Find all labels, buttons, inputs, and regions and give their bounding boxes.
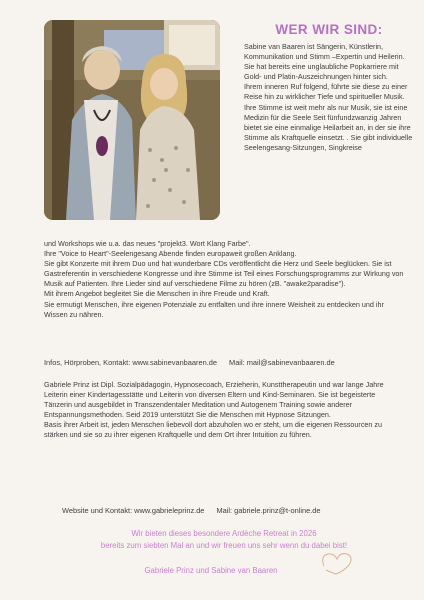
gabriele-bio — [44, 380, 404, 441]
bio-line: Ihre "Voice to Heart"-Seelengesang Abende finden europaweit großen Anklang. — [44, 249, 297, 259]
intro-paragraph: Ihrem inneren Ruf folgend, führte sie diese zu einer Reise hin zu wirklicher Tiefe und spiritueller Musik. Ihre Stimme ist weit mehr als nur Musik, sie ist eine Medizin für die Seele Seit fünfundzwanzig Jahren bietet sie eine einmalige Heilarbeit an, in der sie ihre Stimme als Kraftquelle einsetzt. . Sie gibt individuelle Seelengesang-Sitzungen, Singkreise — [244, 82, 413, 152]
gabriele-contact — [44, 506, 422, 515]
portrait-photo — [44, 20, 220, 220]
bio-line: und Workshops wie u.a. das neues "projekt3. Wort Klang Farbe". — [44, 239, 251, 248]
sabine-bio-continued — [44, 239, 404, 320]
intro-paragraph: Sabine van Baaren ist Sängerin, Künstlerin, Kommunikation und Stimm –Expertin und Heilerin. Sie hat bereits eine unglaubliche Popkarriere mit Gold- und Platin-Auszeichnungen hinter sich. — [244, 42, 405, 82]
bio-line: Sie gibt Konzerte mit ihrem Duo und hat wunderbare CDs veröffentlicht die Herz und Seele beglücken. Sie ist Gastreferentin in verschiedene Kongresse und ihre Stimme ist Teil eines Forschungsprogramms zur Wirkung von Musik auf Patienten. Ihre Lieder sind auf verschiedene Filme zu hören (zB. "awake2paradise"). — [44, 259, 404, 289]
retreat-announcement — [44, 528, 404, 552]
heart-icon — [318, 550, 358, 576]
sabine-contact — [44, 358, 404, 367]
sabine-website-link[interactable]: Infos, Hörproben, Kontakt: www.sabinevanbaaren.de — [44, 358, 217, 367]
bio-paragraph: Gabriele Prinz ist Dipl. Sozialpädagogin, Hypnosecoach, Erzieherin, Kunsttherapeutin und war lange Jahre Leiterin einer Kindertagesstätte und Leiterin von diversen Eltern und Kind-Seminaren. Sie ist begeisterte Tänzerin und ausgebildet in Transzendentaler Meditation und Autogenem Training sowie anderer Entspannungsmethoden. Seid 2019 unterstützt Sie die Menschen mit Hypnose Sitzungen. — [44, 380, 384, 420]
bio-paragraph: Basis ihrer Arbeit ist, jeden Menschen liebevoll dort abzuholen wo er steht, um die eigenen Ressourcen zu stärken und sie so zu ihrer eigenen Kraftquelle und dem Ort ihrer Intuition zu führen. — [44, 420, 383, 440]
sabine-mail-link[interactable]: Mail: mail@sabinevanbaaren.de — [229, 358, 335, 367]
page-title: WER WIR SIND: — [275, 22, 383, 37]
announcement-line: Wir bieten dieses besondere Ardèche Retreat in 2026 — [131, 529, 317, 538]
bio-line: Mit ihrem Angebot begleitet Sie die Menschen in ihre Freude und Kraft. — [44, 289, 270, 299]
bio-line: Sie ermutigt Menschen, ihre eigenen Potenziale zu entfalten und ihre innere Weisheit zu entdecken und ihr Wissen zu nähren. — [44, 299, 384, 319]
signature: Gabriele Prinz und Sabine van Baaren — [144, 566, 278, 575]
gabriele-website-link[interactable]: Website und Kontakt: www.gabrieleprinz.de — [62, 506, 205, 515]
gabriele-mail-link[interactable]: Mail: gabriele.prinz@t-online.de — [216, 506, 321, 515]
announcement-line: bereits zum siebten Mal an und wir freuen uns sehr wenn du dabei bist! — [100, 541, 348, 550]
intro-column — [244, 42, 414, 153]
